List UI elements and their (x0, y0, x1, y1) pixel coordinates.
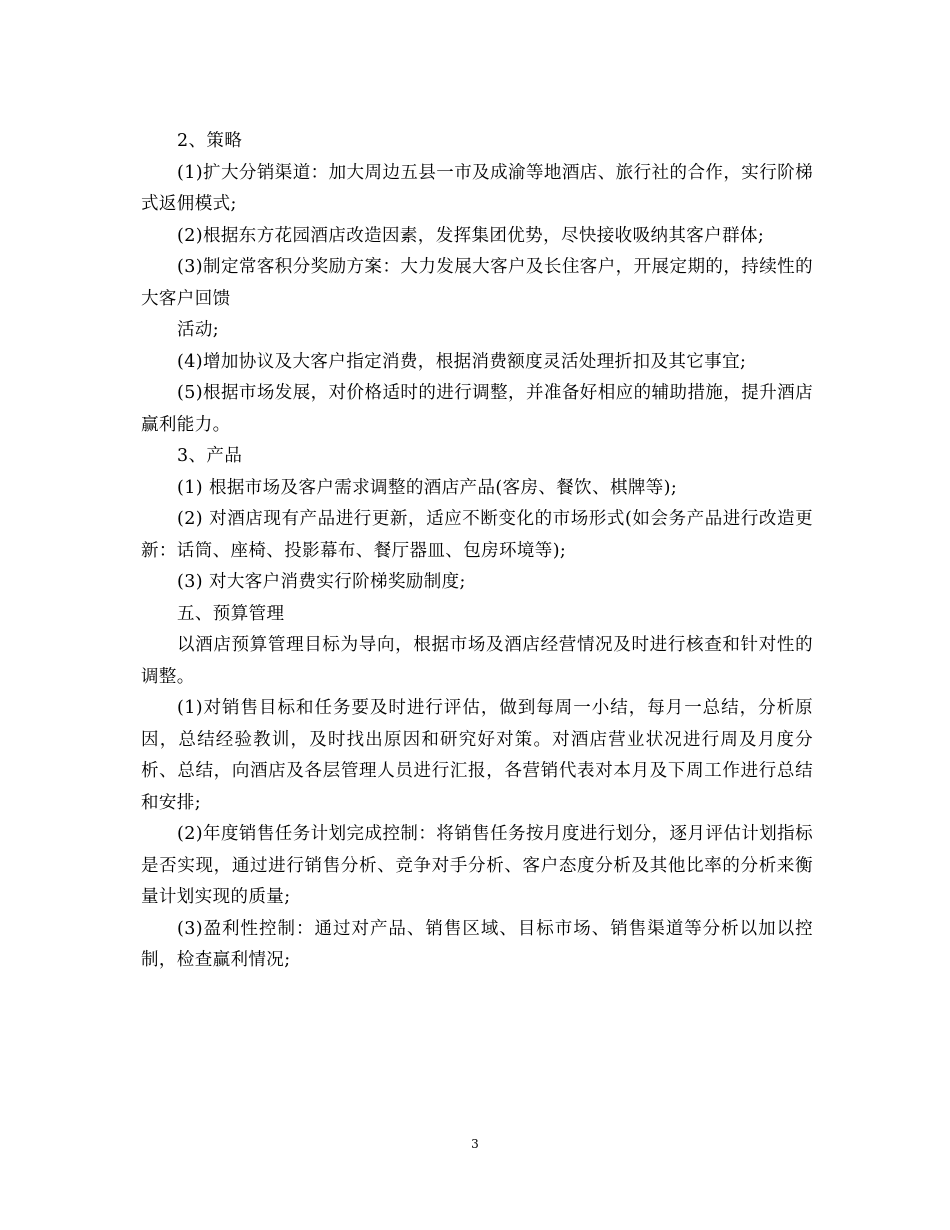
paragraph: (2) 对酒店现有产品进行更新，适应不断变化的市场形式(如会务产品进行改造更新：话筒、座椅、投影幕布、餐厅器皿、包房环境等); (141, 509, 813, 561)
section-heading-budget: 五、预算管理 (177, 603, 285, 624)
paragraph: (1) 根据市场及客户需求调整的酒店产品(客房、餐饮、棋牌等); (177, 477, 678, 498)
paragraph: (3)制定常客积分奖励方案：大力发展大客户及长住客户，开展定期的，持续性的大客户回馈 (141, 257, 813, 309)
document-body (141, 126, 813, 977)
paragraph: (4)增加协议及大客户指定消费，根据消费额度灵活处理折扣及其它事宜; (177, 351, 747, 372)
page-number: 3 (471, 1137, 479, 1151)
paragraph: (2)根据东方花园酒店改造因素，发挥集团优势，尽快接收吸纳其客户群体; (177, 225, 765, 246)
paragraph: 活动; (177, 320, 220, 340)
paragraph: (2)年度销售任务计划完成控制：将销售任务按月度进行划分，逐月评估计划指标是否实现，通过进行销售分析、竞争对手分析、客户态度分析及其他比率的分析来衡量计划实现的质量; (141, 824, 813, 907)
paragraph: 以酒店预算管理目标为导向，根据市场及酒店经营情况及时进行核查和针对性的调整。 (141, 635, 813, 687)
section-heading-product: 3、产品 (177, 446, 243, 466)
section-heading-strategy: 2、策略 (177, 131, 243, 151)
paragraph: (3)盈利性控制：通过对产品、销售区域、目标市场、销售渠道等分析以加以控制，检查赢利情况; (141, 918, 813, 970)
paragraph: (3) 对大客户消费实行阶梯奖励制度; (177, 572, 466, 592)
paragraph: (1)扩大分销渠道：加大周边五县一市及成渝等地酒店、旅行社的合作，实行阶梯式返佣模式; (141, 162, 813, 214)
paragraph: (5)根据市场发展，对价格适时的进行调整，并准备好相应的辅助措施，提升酒店赢利能力。 (141, 383, 813, 435)
paragraph: (1)对销售目标和任务要及时进行评估，做到每周一小结，每月一总结，分析原因，总结经验教训，及时找出原因和研究好对策。对酒店营业状况进行周及月度分析、总结，向酒店及各层管理人员进行汇报，各营销代表对本月及下周工作进行总结和安排; (141, 698, 813, 813)
